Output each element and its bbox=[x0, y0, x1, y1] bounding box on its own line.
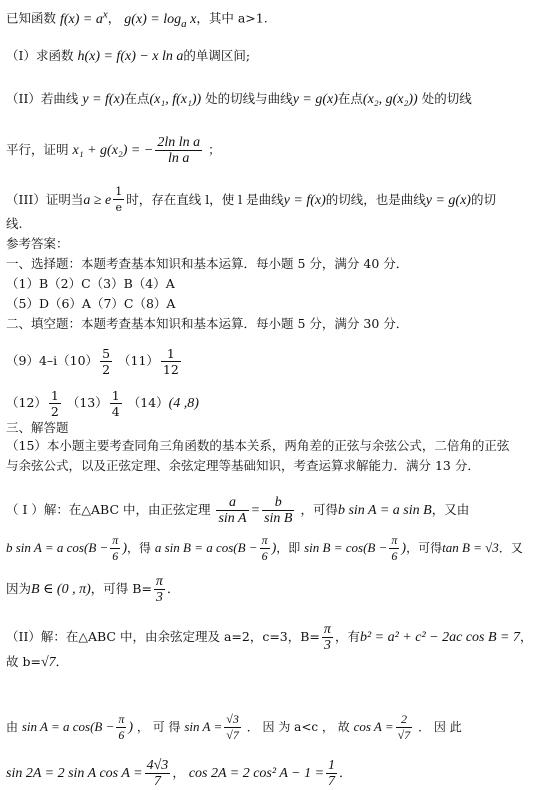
section-3-heading: 三、解答题 bbox=[6, 420, 69, 435]
solution-1-line-1: （ I ）解：在△ABC 中，由正弦定理 $\frac{a}{\text{sin A}}$ = $\frac{b}{\text{sin B}}$ ，可得b sin A = a sin B，又由 bbox=[6, 495, 470, 526]
question-3-line2: 线. bbox=[6, 216, 23, 231]
fraction: $\frac{\text{2ln ln a}}{\text{ln a}}$ bbox=[157, 135, 201, 166]
fill-answers-row-1: （9）4–i（10） $\frac{5}{2}$ （11） $\frac{1}{12}$ bbox=[6, 346, 179, 377]
fill-answers-row-2: （12） $\frac{1}{2}$ （13） $\frac{1}{4}$ （14）(4 ,8) bbox=[6, 388, 199, 419]
solution-2-line-3: 由 sin A = a cos(B − $\frac{\pi}{6}$ ) ， 可 得 sin A = $\frac{√3}{√7}$ ． 因 为 a<c ， 故 cos A = $\frac{2}{√7}$ ． 因 此 bbox=[6, 712, 462, 742]
answer-12: $\frac{1}{2}$ bbox=[50, 388, 59, 419]
solution-1-line-2: b sin A = a cos(B − $\frac{\pi}{6}$ )，得 a sin B = a cos(B − $\frac{\pi}{6}$ )，即 sin B = cos(B − $\frac{\pi}{6}$ )，可得tan B = √3．又 bbox=[6, 533, 523, 563]
intro-text: 已知函数 bbox=[6, 10, 57, 26]
condition-text: ，其中 a>1. bbox=[196, 10, 268, 26]
f-definition: $f(x) = a^x$ bbox=[60, 8, 108, 27]
h-function: h(x) = f(x) − x ln a bbox=[77, 49, 184, 64]
answer-11: $\frac{1}{12}$ bbox=[162, 346, 179, 377]
intro-line: 已知函数 $f(x) = a^x$， $g(x) = \log_a x$，其中 a>1. bbox=[6, 8, 268, 30]
solution-1-line-3: 因为B ∈ (0 , π)，可得 B= $\frac{\pi}{3}$ ． bbox=[6, 574, 180, 605]
section-2-heading: 二、填空题：本题考查基本知识和基本运算．每小题 5 分，满分 30 分． bbox=[6, 316, 409, 331]
section-1-row-1: （1）B（2）C（3）B（4）A bbox=[6, 276, 175, 291]
solution-2-line-4: sin 2A = 2 sin A cos A = $\frac{4√3}{7}$ ， cos 2A = 2 cos² A − 1 = $\frac{1}{7}$ ． bbox=[6, 758, 352, 789]
answers-title: 参考答案： bbox=[6, 236, 69, 251]
g-definition: $g(x) = \log_a x$ bbox=[124, 11, 197, 30]
question-2-line2: 平行，证明 x₁ + g(x₂) = − $\frac{\text{2ln ln a}}{\text{ln a}}$ ； bbox=[6, 135, 221, 166]
solution-2-line-1: （II）解：在△ABC 中，由余弦定理及 a=2，c=3，B= $\frac{\pi}{3}$ ，有b² = a² + c² − 2ac cos B = 7， bbox=[6, 622, 533, 653]
problem-15-line-1: （15）本小题主要考查同角三角函数的基本关系，两角差的正弦与余弦公式，二倍角的正弦 bbox=[6, 438, 510, 453]
problem-15-line-2: 与余弦公式，以及正弦定理、余弦定理等基础知识，考查运算求解能力．满分 13 分． bbox=[6, 458, 480, 473]
section-1-heading: 一、选择题：本题考查基本知识和基本运算．每小题 5 分，满分 40 分． bbox=[6, 256, 409, 271]
answer-13: $\frac{1}{4}$ bbox=[111, 388, 120, 419]
section-1-row-2: （5）D（6）A（7）C（8）A bbox=[6, 296, 176, 311]
solution-2-line-2: 故 b=√7． bbox=[6, 654, 69, 670]
question-1: （I）求函数 h(x) = f(x) − x ln a的单调区间; bbox=[6, 48, 251, 64]
answer-14: (4 ,8) bbox=[168, 396, 199, 411]
proof-equation: x₁ + g(x₂) = − bbox=[72, 143, 154, 158]
question-3-line1: （III）证明当a ≥ e $\frac{1}{e}$ 时，存在直线 l，使 l 是曲线y = f(x)的切线，也是曲线y = g(x)的切 bbox=[6, 185, 496, 214]
answer-10: $\frac{5}{2}$ bbox=[102, 346, 111, 377]
question-2-line1: （II）若曲线 y = f(x)在点(x₁, f(x₁)) 处的切线与曲线y = g(x)在点(x₂, g(x₂)) 处的切线 bbox=[6, 91, 472, 107]
exponent-fraction: $\frac{1}{e}$ bbox=[115, 185, 123, 214]
